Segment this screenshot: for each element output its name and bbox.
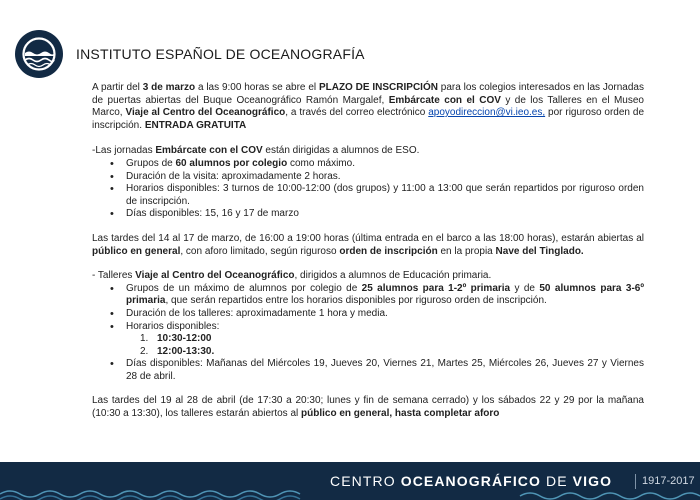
list-item [126, 283, 644, 308]
start-date: 3 de marzo [142, 82, 196, 93]
footer-years: 1917-2017 [642, 475, 695, 487]
announcement-body [92, 82, 644, 421]
list-item: • Días disponibles: Mañanas del Miércoles 19, Jueves 20, Viernes 21, Martes 25, Miércoles 26, Jueves 27 y Viernes 28 de abril. [126, 358, 644, 383]
bullet-text: , que serán repartidos entre los horarios disponibles por riguroso orden de inscripción. [165, 295, 547, 307]
group-size-1-2: 25 alumnos para 1-2º primaria [361, 282, 511, 294]
list-item [126, 158, 644, 171]
intro-text-5: , a través del correo electrónico [285, 107, 429, 119]
program-name-viaje: Viaje al Centro del Oceanográfico [125, 107, 286, 119]
public1-text-2: , con aforo limitado, según riguroso [180, 245, 340, 257]
list-item: • Duración de los talleres: aproximadamente 1 hora y media. [126, 308, 644, 321]
registration-period: PLAZO DE INSCRIPCIÓN [318, 82, 438, 93]
intro-paragraph [92, 82, 644, 132]
footer-word: VIGO [572, 473, 613, 489]
footer-banner [0, 462, 700, 500]
program-name-cov: Embárcate con el COV [388, 94, 501, 106]
section1-text-1: -Las jornadas [92, 145, 156, 157]
public-paragraph-2 [92, 395, 644, 420]
bullet-text: Grupos de [126, 157, 176, 169]
schedule-time: 10:30-12:00 [157, 333, 212, 345]
section2-program: Viaje al Centro del Oceanográfico [135, 270, 295, 282]
schedule-item [140, 333, 644, 346]
section1-program: Embárcate con el COV [155, 145, 263, 157]
org-name: INSTITUTO ESPAÑOL DE OCEANOGRAFÍA [76, 46, 365, 62]
section2-text-1: - Talleres [92, 270, 136, 282]
ieo-wave-circle-logo-icon [14, 29, 64, 79]
group-size-3-6: 50 alumnos para 3-6º primaria [126, 282, 644, 307]
schedule-number: 2. [140, 345, 149, 357]
list-item [126, 321, 644, 359]
section2-list [92, 283, 644, 384]
header [14, 28, 365, 80]
public1-text-1: Las tardes del 14 al 17 de marzo, de 16:00 a 19:00 horas (última entrada en el barco a las 18:00 horas), estarán abiertas al [92, 232, 644, 244]
schedule-list [126, 333, 644, 358]
section1-list [92, 158, 644, 221]
registration-order: orden de inscripción [339, 245, 438, 257]
footer-word: CENTRO [330, 473, 401, 489]
footer-divider [635, 474, 636, 489]
general-public-limit: público en general, hasta completar aforo [301, 408, 500, 420]
footer-word: DE [541, 473, 573, 489]
bullet-text: Grupos de un máximo de alumnos por colegio de [126, 282, 362, 294]
free-entry: ENTRADA GRATUITA [144, 119, 247, 131]
list-item: • Días disponibles: 15, 16 y 17 de marzo [126, 208, 644, 221]
bullet-text: como máximo. [287, 157, 355, 169]
schedule-time: 12:00-13:30. [157, 345, 215, 357]
intro-text-3: para los colegios interesados en las Jornadas de puertas abiertas del Buque Oceanográfico Ramón Margalef, [92, 82, 644, 106]
group-size: 60 alumnos por colegio [175, 157, 288, 169]
public2-text-1: Las tardes del 19 al 28 de abril (de 17:30 a 20:30; lunes y fin de semana cerrado) y los sábados 22 y 29 por la mañana (10:30 a 13:30), los talleres estarán abiertos al [92, 395, 644, 420]
section1-text-2: están dirigidas a alumnos de ESO. [262, 145, 420, 157]
list-item: • Horarios disponibles: 3 turnos de 10:00-12:00 (dos grupos) y 11:00 a 13:00 que serán repartidos por riguroso orden de inscripción. [126, 183, 644, 208]
email-link[interactable]: apoyodireccion@vi.ieo.es, [428, 107, 546, 119]
public1-text-3: en la propia [437, 245, 496, 257]
list-item: • Duración de la visita: aproximadamente 2 horas. [126, 171, 644, 184]
footer-word: OCEANOGRÁFICO [400, 473, 542, 489]
bullet-text: Horarios disponibles: [126, 320, 220, 332]
bullet-text: y de [510, 282, 540, 294]
intro-text-6: por riguroso orden de inscripción. [92, 107, 645, 131]
venue-name: Nave del Tinglado. [495, 245, 584, 257]
schedule-number: 1. [140, 333, 149, 345]
general-public: público en general [92, 245, 181, 257]
public-paragraph-1 [92, 233, 644, 258]
section1-heading [92, 145, 644, 158]
section2-heading [92, 270, 644, 283]
intro-text-1: A partir del [92, 82, 143, 93]
footer-title [330, 473, 612, 489]
schedule-item [140, 345, 644, 359]
intro-text-2: a las 9:00 horas se abre el [195, 82, 319, 93]
section2-text-2: , dirigidos a alumnos de Educación primaria. [294, 270, 492, 282]
intro-text-4: y de los Talleres en el Museo Marco, [92, 94, 644, 119]
